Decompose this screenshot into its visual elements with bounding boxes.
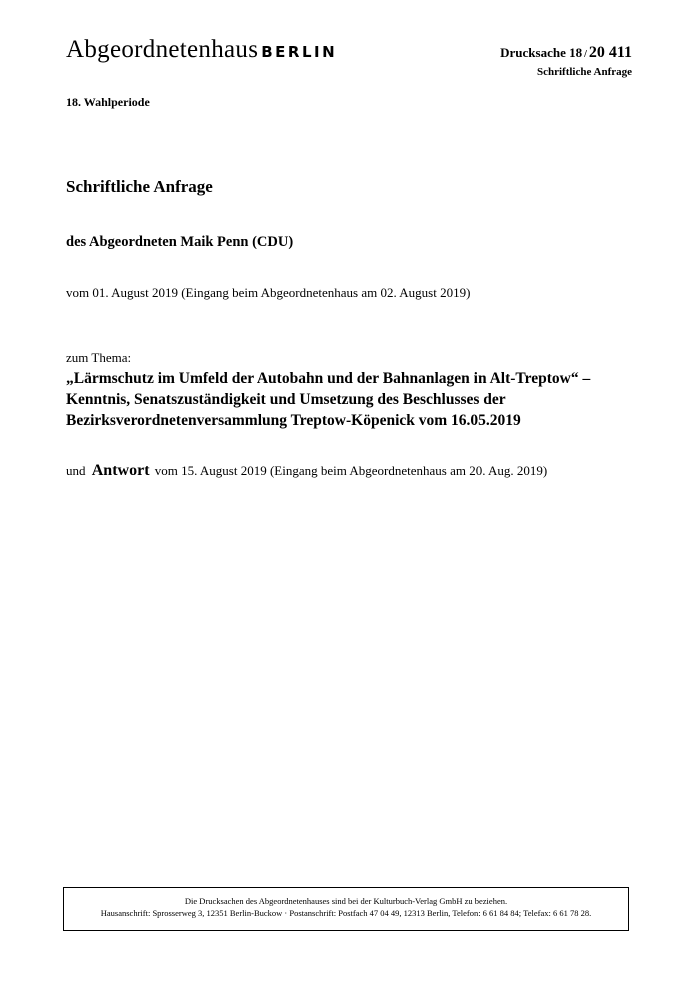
answer-word: Antwort — [91, 462, 150, 479]
parliament-logo — [66, 36, 337, 64]
document-label: Drucksache 18 — [500, 45, 583, 60]
topic-line-1: „Lärmschutz im Umfeld der Autobahn und der Bahnanlagen in Alt-Treptow“ – — [66, 370, 591, 387]
topic-heading — [66, 368, 666, 431]
logo-city: BERLIN — [261, 43, 338, 61]
answer-date: vom 15. August 2019 (Eingang beim Abgeordnetenhaus am 20. Aug. 2019) — [154, 463, 548, 478]
topic-label: zum Thema: — [66, 350, 132, 365]
topic-line-3: Bezirksverordnetenversammlung Treptow-Köpenick vom 16.05.2019 — [66, 412, 521, 429]
page-title: Schriftliche Anfrage — [66, 177, 213, 196]
author-line: des Abgeordneten Maik Penn (CDU) — [66, 234, 294, 250]
answer-line — [66, 462, 547, 480]
document-type: Schriftliche Anfrage — [536, 66, 632, 78]
document-separator: / — [584, 49, 587, 60]
footer-line-1: Die Drucksachen des Abgeordnetenhauses sind bei der Kulturbuch-Verlag GmbH zu beziehen. — [184, 896, 508, 906]
footer-box — [63, 887, 629, 931]
legislative-period: 18. Wahlperiode — [66, 95, 150, 109]
footer-line-2: Hausanschrift: Sprosserweg 3, 12351 Berlin-Buckow · Postanschrift: Postfach 47 04 49, 12313 Berlin, Telefon: 6 61 84 84; Telefax: 6 61 78 28. — [100, 908, 592, 918]
document-number — [500, 44, 632, 62]
topic-line-2: Kenntnis, Senatszuständigkeit und Umsetzung des Beschlusses der — [66, 391, 506, 408]
logo-text: Abgeordnetenhaus — [66, 36, 259, 63]
document-number-value: 20 411 — [588, 44, 632, 61]
date-line: vom 01. August 2019 (Eingang beim Abgeordnetenhaus am 02. August 2019) — [66, 285, 471, 300]
answer-prefix: und — [66, 463, 86, 478]
